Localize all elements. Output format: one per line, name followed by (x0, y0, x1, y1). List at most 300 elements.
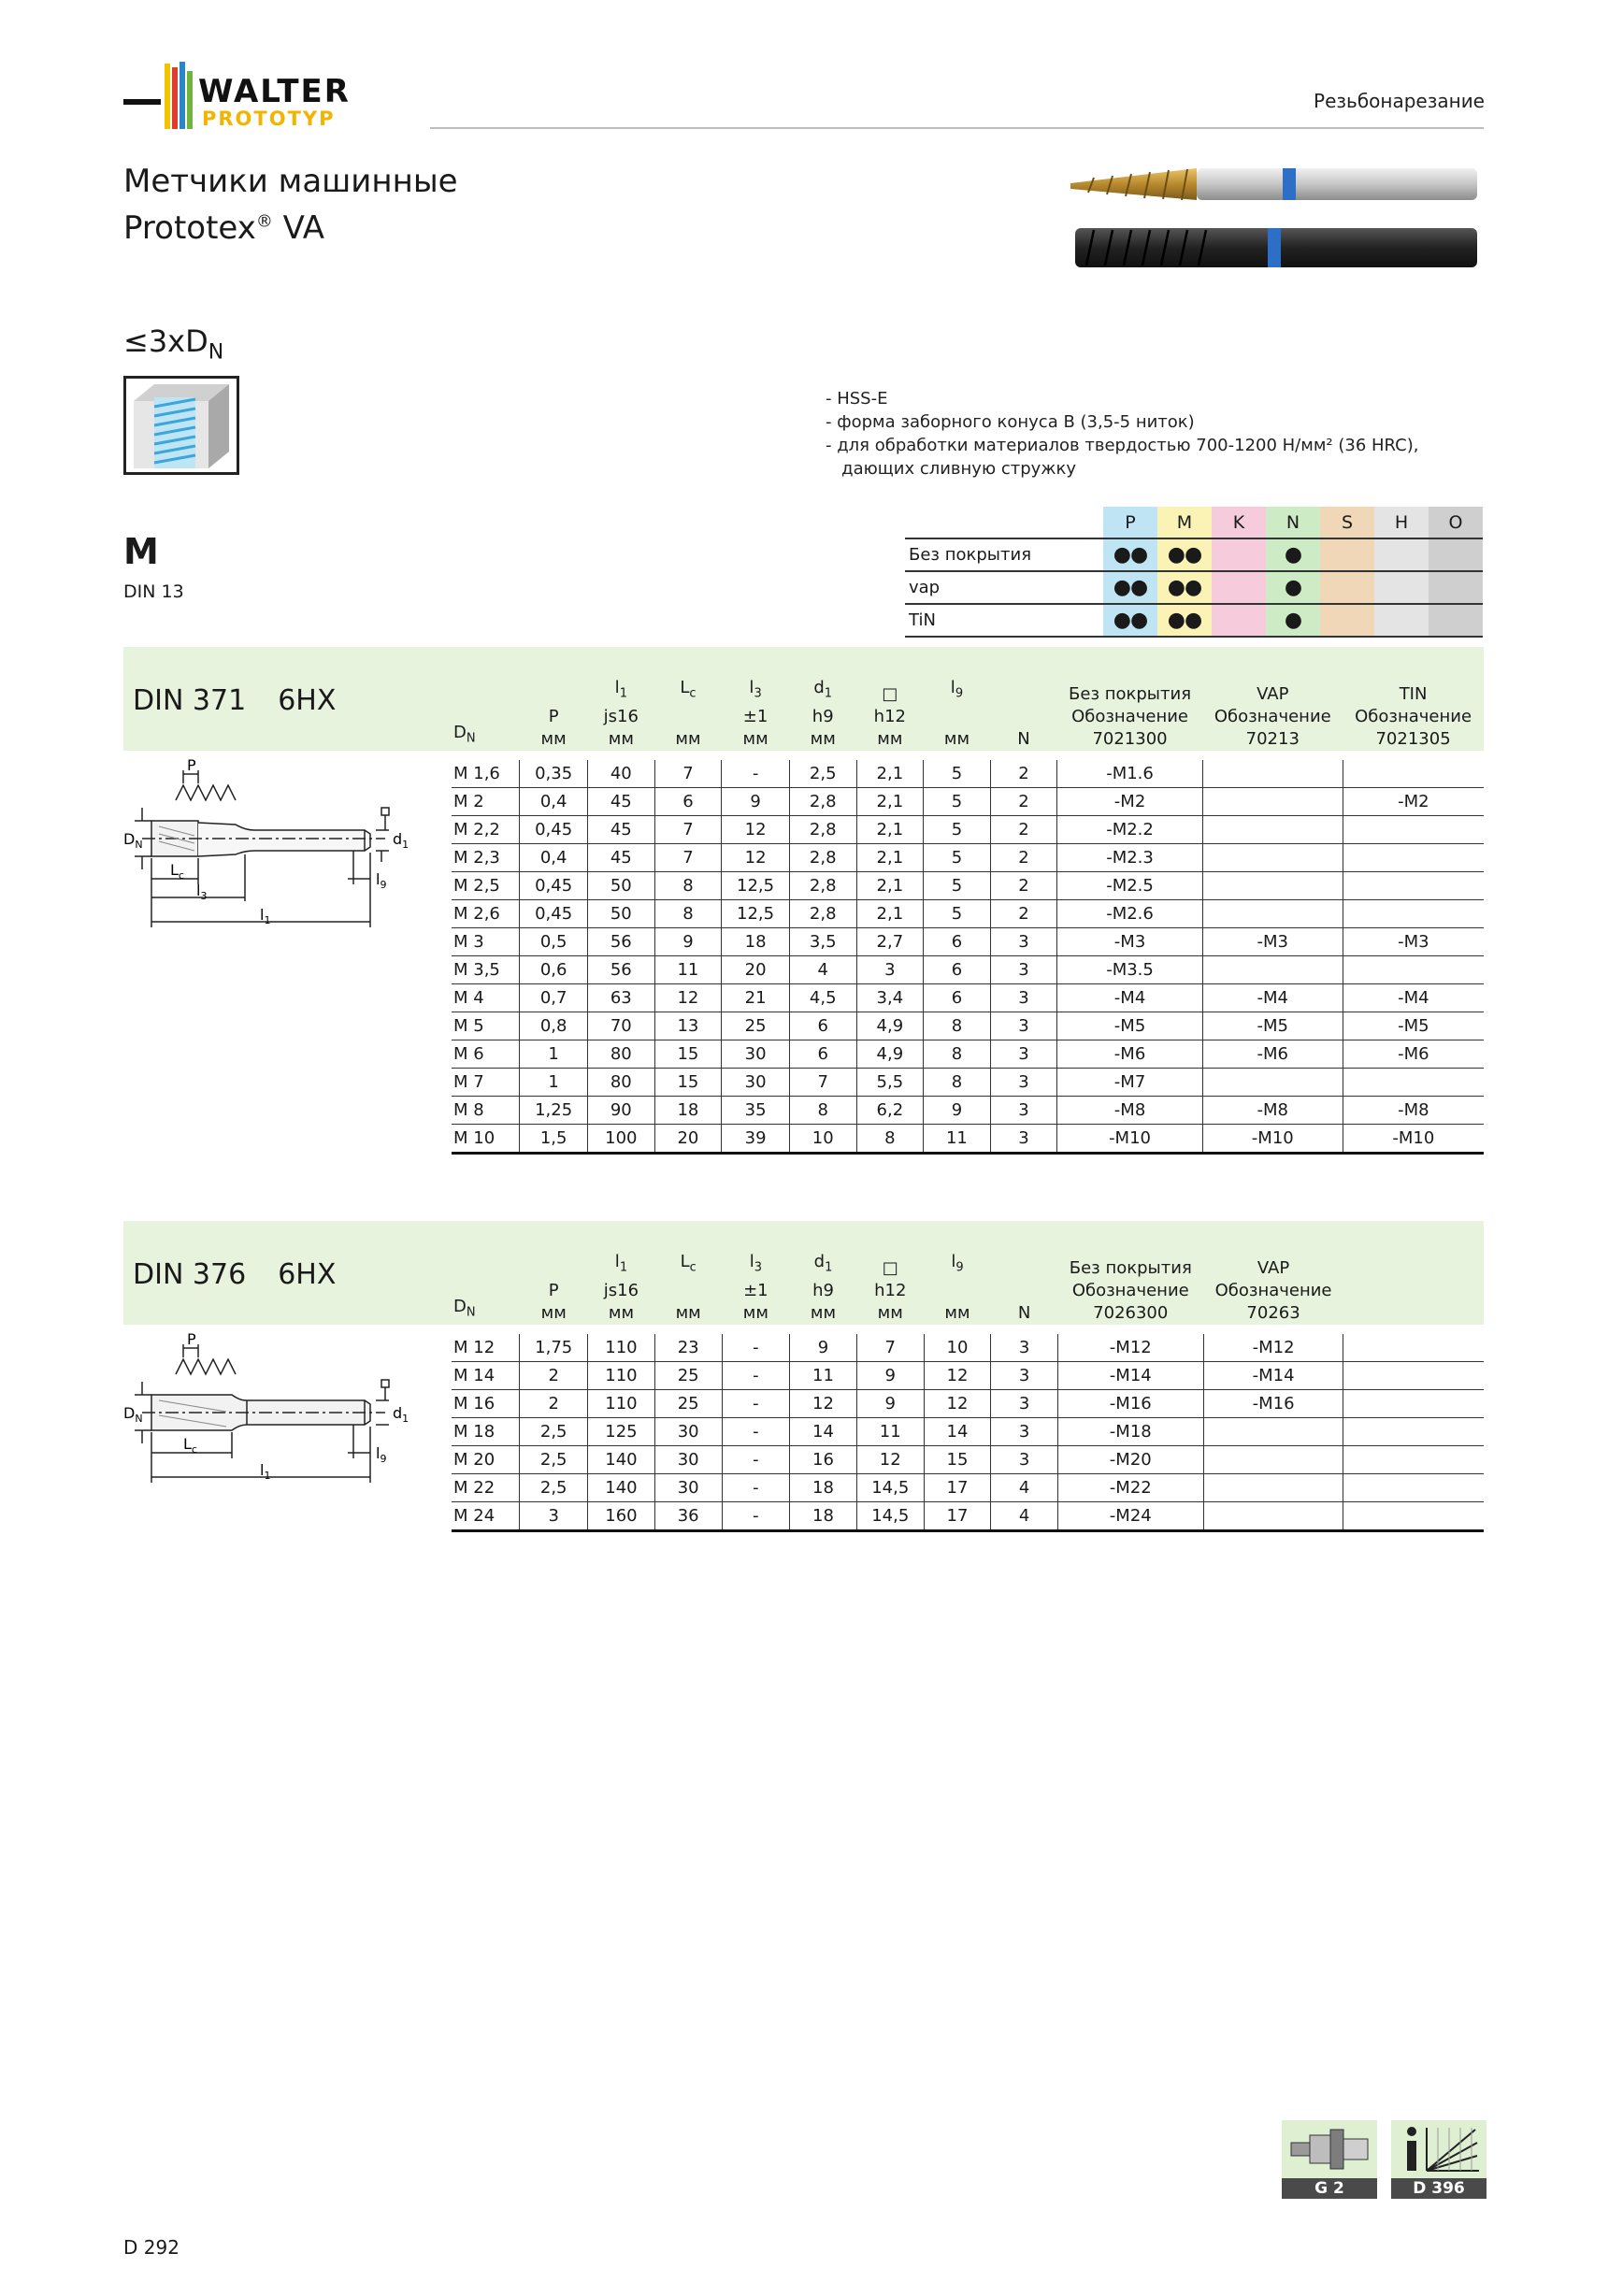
table-cell: 3 (990, 1012, 1056, 1040)
table-row (452, 1474, 1484, 1502)
table-cell: 7 (789, 1069, 856, 1097)
table-cell (1343, 1069, 1484, 1097)
tool-holder-reference[interactable] (1282, 2120, 1377, 2199)
table-cell: 7 (654, 844, 722, 872)
table-cell: 3 (990, 928, 1056, 956)
table-row (452, 1012, 1484, 1040)
table-cell: 110 (588, 1390, 655, 1418)
table-cell: M 16 (452, 1390, 520, 1418)
table-cell: 110 (588, 1334, 655, 1362)
table-cell: 18 (790, 1502, 857, 1531)
column-header: N (1017, 1303, 1031, 1323)
table-cell: 3 (991, 1390, 1058, 1418)
table-row (452, 816, 1484, 844)
table-cell: - (722, 1334, 790, 1362)
table-cell: 14,5 (856, 1474, 924, 1502)
table-cell: M 2,6 (452, 900, 520, 928)
column-header: $l_9$ мм (943, 678, 970, 749)
column-header: TIN Обозначение 7021305 (1355, 684, 1472, 749)
column-header: P мм (540, 1281, 567, 1323)
tool-holder-icon (1282, 2120, 1377, 2178)
table-cell: 2,8 (789, 900, 856, 928)
table-cell: 25 (654, 1362, 722, 1390)
table-cell: 12 (722, 816, 790, 844)
table-cell: 6 (924, 956, 991, 984)
table-cell (1202, 1069, 1343, 1097)
column-header: $l_1$ js16 мм (603, 1252, 639, 1323)
table-cell: 0,35 (520, 760, 588, 788)
table-cell: 9 (856, 1390, 924, 1418)
table-cell: 30 (654, 1446, 722, 1474)
table-cell: 30 (654, 1418, 722, 1446)
logo-walter-text: WALTER (198, 73, 351, 110)
column-header: $l_3$ ±1 мм (742, 678, 768, 749)
table-cell: -M3 (1057, 928, 1203, 956)
table-cell: 100 (587, 1125, 654, 1154)
table-cell: M 4 (452, 984, 520, 1012)
table-cell: 17 (924, 1474, 991, 1502)
table-cell: 17 (924, 1502, 991, 1531)
coating-label: vap (905, 571, 1103, 604)
table-cell: -M2.5 (1057, 872, 1203, 900)
table-cell: 15 (654, 1040, 722, 1069)
label-l9: $l_9$ (376, 870, 387, 891)
feature-item: дающих сливную стружку (826, 459, 1077, 479)
info-reference[interactable] (1391, 2120, 1487, 2199)
label-l1: $l_1$ (260, 906, 271, 926)
table-cell: -M2.3 (1057, 844, 1203, 872)
table-cell: 80 (587, 1069, 654, 1097)
table-cell: 12 (856, 1446, 924, 1474)
table-row (452, 956, 1484, 984)
table-row (452, 984, 1484, 1012)
page-title-line1: Метчики машинные (123, 163, 458, 200)
label-lc: $L_c$ (183, 1435, 197, 1456)
table-cell: 5 (924, 760, 991, 788)
label-l1: $l_1$ (260, 1461, 271, 1482)
table-cell: -M1.6 (1057, 760, 1203, 788)
table-row (452, 788, 1484, 816)
table-cell: 2,5 (789, 760, 856, 788)
label-p: P (187, 756, 196, 774)
table-cell: 5 (924, 788, 991, 816)
table-cell: 13 (654, 1012, 722, 1040)
table-cell: -M8 (1057, 1097, 1203, 1125)
feature-list (826, 387, 1418, 481)
table-cell: 10 (789, 1125, 856, 1154)
table-cell: 10 (924, 1334, 991, 1362)
din376-spec-table (452, 1221, 1484, 1532)
label-p: P (187, 1330, 196, 1348)
feature-item: - для обработки материалов твердостью 700-1200 Н/мм² (36 HRC), (826, 436, 1419, 455)
table-cell: 15 (924, 1446, 991, 1474)
label-d1: $d_1$ (393, 830, 409, 851)
table-cell (1343, 1334, 1484, 1362)
table-row (452, 900, 1484, 928)
table-cell: M 2 (452, 788, 520, 816)
table-cell: M 5 (452, 1012, 520, 1040)
table-cell: 36 (654, 1502, 722, 1531)
table-cell: 8 (654, 900, 722, 928)
table-cell (1203, 1474, 1343, 1502)
table-cell: 4,9 (856, 1040, 924, 1069)
table-cell: 20 (654, 1125, 722, 1154)
table-cell: 45 (587, 788, 654, 816)
table-cell: 4 (991, 1474, 1058, 1502)
table-cell: 1,25 (520, 1097, 588, 1125)
column-header: □ h12 мм (873, 684, 906, 749)
table-cell (1343, 900, 1484, 928)
suitability-cell (1429, 538, 1483, 571)
table-cell: 6 (789, 1012, 856, 1040)
table-cell: 2,1 (856, 788, 924, 816)
table-header-row (452, 1221, 1484, 1334)
label-lc: $L_c$ (170, 861, 184, 882)
table-cell: 2 (990, 788, 1056, 816)
table-cell: -M16 (1203, 1390, 1343, 1418)
table-cell: -M4 (1343, 984, 1484, 1012)
table-cell (1203, 1418, 1343, 1446)
table-cell: -M6 (1057, 1040, 1203, 1069)
table-cell: 3,5 (789, 928, 856, 956)
suitability-cell: ● (1266, 571, 1320, 604)
din371-tap-drawing (123, 752, 441, 942)
din371-spec-table (452, 647, 1484, 1155)
table-row (452, 1069, 1484, 1097)
table-cell: 45 (587, 816, 654, 844)
depth-indicator (123, 323, 223, 364)
din371-block (123, 647, 1484, 1152)
suitability-cell: ●● (1157, 604, 1212, 637)
table-cell: 40 (587, 760, 654, 788)
registered-mark: ® (255, 211, 273, 232)
table-cell: 5 (924, 872, 991, 900)
table-cell: M 2,3 (452, 844, 520, 872)
table-cell: -M12 (1203, 1334, 1343, 1362)
table-cell: 20 (722, 956, 790, 984)
thread-type: M (123, 531, 159, 572)
table-cell: 23 (654, 1334, 722, 1362)
suitability-cell: ●● (1103, 538, 1157, 571)
table-cell (1343, 844, 1484, 872)
din371-title (133, 684, 336, 717)
table-cell: 8 (654, 872, 722, 900)
table-cell: 5,5 (856, 1069, 924, 1097)
table-cell: 45 (587, 844, 654, 872)
table-cell: -M2.6 (1057, 900, 1203, 928)
table-cell: 2,1 (856, 816, 924, 844)
material-row (905, 604, 1483, 637)
table-cell: 39 (722, 1125, 790, 1154)
table-row (452, 844, 1484, 872)
table-cell (1343, 872, 1484, 900)
table-cell: - (722, 1446, 790, 1474)
table-cell: 6 (924, 928, 991, 956)
coating-label: Без покрытия (905, 538, 1103, 571)
table-cell: -M3 (1343, 928, 1484, 956)
table-cell: 2,1 (856, 872, 924, 900)
table-cell: -M10 (1343, 1125, 1484, 1154)
column-header: $l_9$ мм (944, 1252, 970, 1323)
table-cell: 9 (856, 1362, 924, 1390)
table-cell (1343, 1362, 1484, 1390)
table-row (452, 1362, 1484, 1390)
table-cell: 14 (924, 1418, 991, 1446)
label-dn: $D_N$ (123, 830, 143, 851)
table-cell: - (722, 1418, 790, 1446)
table-cell: M 2,5 (452, 872, 520, 900)
table-cell: 6 (654, 788, 722, 816)
material-suitability-grid (905, 507, 1483, 638)
table-cell: 160 (588, 1502, 655, 1531)
table-cell: -M8 (1343, 1097, 1484, 1125)
table-cell: 63 (587, 984, 654, 1012)
table-cell: 3 (991, 1418, 1058, 1446)
din376-tolerance: 6HX (278, 1258, 337, 1291)
suitability-cell (1320, 604, 1374, 637)
table-cell: -M4 (1202, 984, 1343, 1012)
column-header (1343, 1221, 1484, 1334)
table-cell (1343, 816, 1484, 844)
suitability-cell (1374, 538, 1429, 571)
table-cell (1343, 760, 1484, 788)
table-cell: 7 (654, 816, 722, 844)
table-cell: M 2,2 (452, 816, 520, 844)
table-cell: 2,8 (789, 872, 856, 900)
table-cell (1202, 956, 1343, 984)
table-cell: 2,5 (520, 1474, 588, 1502)
table-cell: -M4 (1057, 984, 1203, 1012)
table-row (452, 1390, 1484, 1418)
table-cell (1203, 1446, 1343, 1474)
table-cell: M 3,5 (452, 956, 520, 984)
table-cell: 30 (722, 1069, 790, 1097)
table-cell: 14,5 (856, 1502, 924, 1531)
suitability-cell (1374, 604, 1429, 637)
black-tap-icon (1075, 228, 1477, 267)
table-cell (1343, 1418, 1484, 1446)
gold-tap-icon (1070, 168, 1477, 200)
table-cell: 0,4 (520, 788, 588, 816)
material-row (905, 538, 1483, 571)
table-cell: - (722, 1362, 790, 1390)
table-cell: 90 (587, 1097, 654, 1125)
table-row (452, 872, 1484, 900)
table-cell: 3 (990, 1097, 1056, 1125)
table-cell: 30 (722, 1040, 790, 1069)
table-cell: M 20 (452, 1446, 520, 1474)
table-cell (1343, 956, 1484, 984)
table-cell: -M18 (1057, 1418, 1203, 1446)
label-l9: $l_9$ (376, 1444, 387, 1465)
table-cell: 2 (520, 1390, 588, 1418)
table-cell: -M6 (1343, 1040, 1484, 1069)
table-cell: 4,9 (856, 1012, 924, 1040)
table-cell: 2 (990, 760, 1056, 788)
table-cell: 3 (520, 1502, 588, 1531)
table-cell: 12 (924, 1390, 991, 1418)
table-row (452, 928, 1484, 956)
column-header: $l_3$ ±1 мм (742, 1252, 768, 1323)
table-cell: 70 (587, 1012, 654, 1040)
table-cell (1202, 872, 1343, 900)
table-cell: 5 (924, 816, 991, 844)
table-cell: 3 (990, 984, 1056, 1012)
depth-sub: N (208, 340, 224, 365)
table-cell: 11 (790, 1362, 857, 1390)
material-group-h: H (1374, 507, 1429, 538)
table-cell: 0,6 (520, 956, 588, 984)
table-cell: 5 (924, 900, 991, 928)
table-cell (1202, 760, 1343, 788)
table-cell: 56 (587, 956, 654, 984)
label-d1: $d_1$ (393, 1404, 409, 1425)
material-group-k: K (1212, 507, 1266, 538)
table-cell: 2 (990, 844, 1056, 872)
table-cell: 12,5 (722, 900, 790, 928)
table-header-row (452, 647, 1484, 760)
table-cell: 3 (856, 956, 924, 984)
table-cell: 35 (722, 1097, 790, 1125)
table-cell: 9 (924, 1097, 991, 1125)
thread-standard: DIN 13 (123, 581, 184, 602)
table-cell: 50 (587, 900, 654, 928)
table-cell: 0,7 (520, 984, 588, 1012)
info-ref-label: D 396 (1391, 2178, 1487, 2199)
table-cell: 4 (789, 956, 856, 984)
suitability-cell: ●● (1157, 571, 1212, 604)
column-header: Без покрытия Обозначение 7026300 (1069, 1258, 1192, 1323)
threaded-hole-icon (123, 376, 239, 475)
material-group-n: N (1266, 507, 1320, 538)
table-row (452, 760, 1484, 788)
material-row (905, 571, 1483, 604)
column-header: VAP Обозначение 70263 (1214, 1258, 1332, 1323)
suitability-cell: ●● (1157, 538, 1212, 571)
table-cell: 1,5 (520, 1125, 588, 1154)
table-cell: M 7 (452, 1069, 520, 1097)
page-title-line2 (123, 209, 324, 247)
column-header: Без покрытия Обозначение 7021300 (1069, 684, 1192, 749)
table-cell: 140 (588, 1474, 655, 1502)
table-cell (1202, 788, 1343, 816)
table-cell: 2,1 (856, 760, 924, 788)
table-cell: 2,1 (856, 844, 924, 872)
table-cell: 12 (654, 984, 722, 1012)
column-header: $l_1$ js16 мм (603, 678, 639, 749)
table-cell: 11 (856, 1418, 924, 1446)
table-cell: 8 (856, 1125, 924, 1154)
table-cell: - (722, 1474, 790, 1502)
table-cell: 8 (924, 1012, 991, 1040)
table-cell: 0,8 (520, 1012, 588, 1040)
table-row (452, 1418, 1484, 1446)
table-cell: 50 (587, 872, 654, 900)
table-cell: -M14 (1203, 1362, 1343, 1390)
table-cell: 6,2 (856, 1097, 924, 1125)
table-cell (1203, 1502, 1343, 1531)
suitability-cell: ●● (1103, 571, 1157, 604)
table-row (452, 1502, 1484, 1531)
table-cell: -M12 (1057, 1334, 1203, 1362)
table-cell: 0,5 (520, 928, 588, 956)
table-cell: -M2 (1057, 788, 1203, 816)
table-cell: - (722, 1502, 790, 1531)
label-dn: $D_N$ (123, 1404, 143, 1425)
column-header: $d_1$ h9 мм (810, 678, 836, 749)
suitability-cell (1320, 538, 1374, 571)
table-cell: -M2.2 (1057, 816, 1203, 844)
table-cell: -M3.5 (1057, 956, 1203, 984)
table-cell: 1,75 (520, 1334, 588, 1362)
table-cell: 8 (789, 1097, 856, 1125)
header-divider (430, 127, 1484, 129)
table-cell: - (722, 760, 790, 788)
coating-label: TiN (905, 604, 1103, 637)
table-cell: 2,1 (856, 900, 924, 928)
suitability-cell (1429, 604, 1483, 637)
table-cell: -M20 (1057, 1446, 1203, 1474)
table-cell: 18 (654, 1097, 722, 1125)
table-cell: M 8 (452, 1097, 520, 1125)
table-cell: 21 (722, 984, 790, 1012)
din376-tap-drawing (123, 1326, 441, 1498)
table-row (452, 1334, 1484, 1362)
table-cell: 140 (588, 1446, 655, 1474)
din371-standard: DIN 371 (133, 684, 247, 717)
din376-title (133, 1258, 336, 1291)
feature-item: - форма заборного конуса В (3,5-5 ниток) (826, 412, 1195, 432)
din371-tolerance: 6HX (278, 684, 337, 717)
table-cell: 2,5 (520, 1418, 588, 1446)
table-cell: - (722, 1390, 790, 1418)
table-cell: 9 (790, 1334, 857, 1362)
table-cell: 1 (520, 1069, 588, 1097)
table-cell: 2 (990, 816, 1056, 844)
table-cell: 3 (990, 1040, 1056, 1069)
table-cell: 5 (924, 844, 991, 872)
column-header: N (1017, 729, 1030, 749)
suitability-cell: ● (1266, 604, 1320, 637)
table-row (452, 1097, 1484, 1125)
table-cell: 2,8 (789, 788, 856, 816)
feature-item: - HSS-E (826, 389, 888, 409)
table-cell: M 12 (452, 1334, 520, 1362)
column-header: $L_c$ мм (675, 1252, 701, 1323)
table-cell: M 6 (452, 1040, 520, 1069)
suitability-cell (1212, 604, 1266, 637)
column-header: $L_c$ мм (675, 678, 701, 749)
table-cell: 3 (990, 1125, 1056, 1154)
table-cell: 3,4 (856, 984, 924, 1012)
table-cell: 14 (790, 1418, 857, 1446)
material-group-p: P (1103, 507, 1157, 538)
table-cell: 110 (588, 1362, 655, 1390)
product-name: Prototex (123, 209, 256, 247)
table-cell: 12 (790, 1390, 857, 1418)
table-cell: -M24 (1057, 1502, 1203, 1531)
table-cell: 2,8 (789, 844, 856, 872)
table-cell: -M2 (1343, 788, 1484, 816)
walter-prototyp-logo (123, 58, 404, 133)
suitability-cell (1320, 571, 1374, 604)
table-cell: M 14 (452, 1362, 520, 1390)
table-cell: M 3 (452, 928, 520, 956)
table-cell: 2,5 (520, 1446, 588, 1474)
material-group-s: S (1320, 507, 1374, 538)
table-cell: 12 (924, 1362, 991, 1390)
table-cell: -M7 (1057, 1069, 1203, 1097)
